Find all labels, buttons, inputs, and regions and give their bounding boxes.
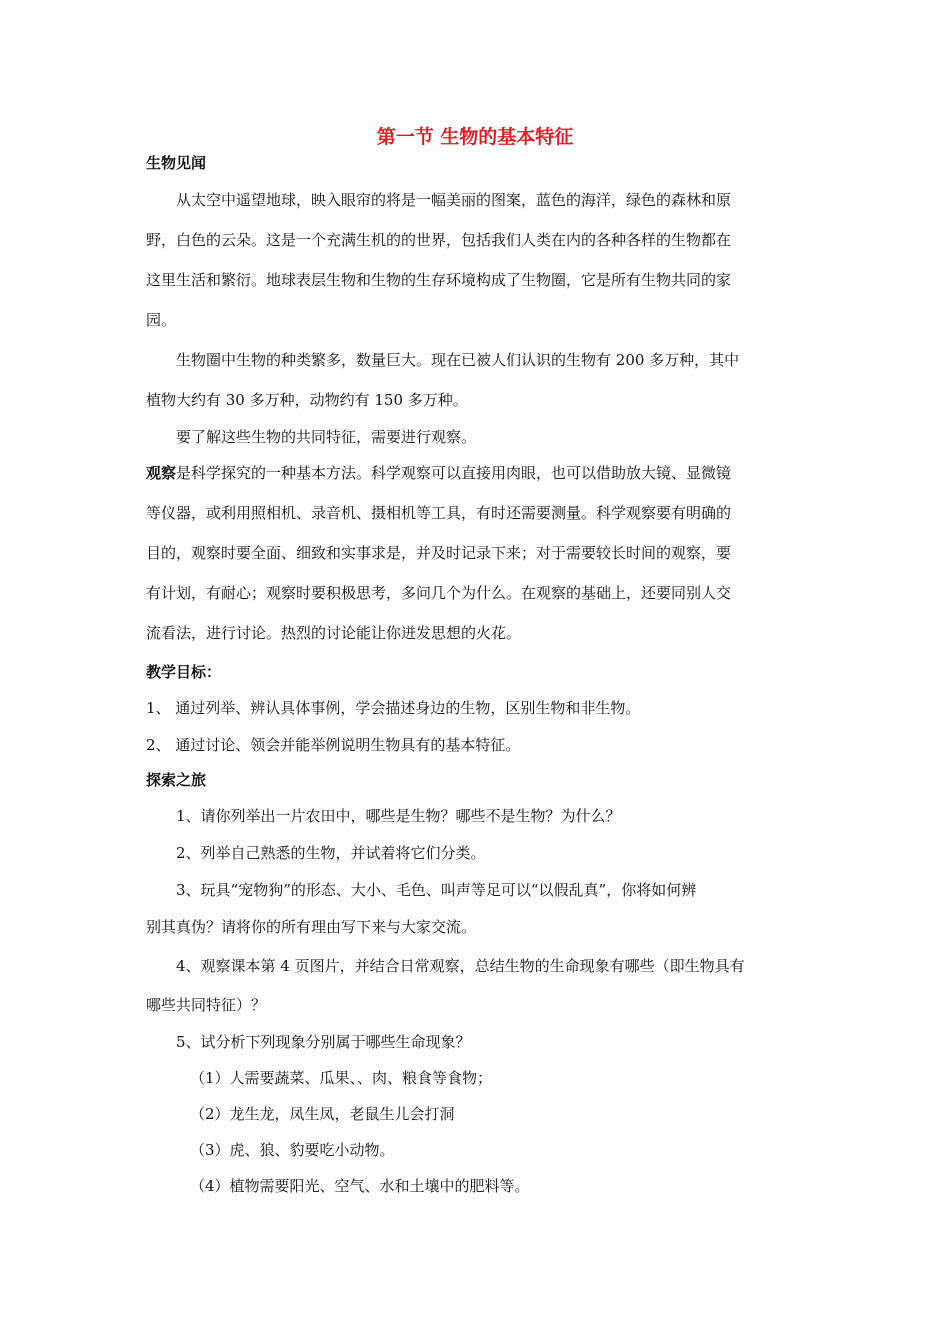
paragraph-line: 野，白色的云朵。这是一个充满生机的的世界，包括我们人类在内的各种各样的生物都在: [146, 231, 732, 249]
paragraph-line: 这里生活和繁衍。地球表层生物和生物的生存环境构成了生物圈，它是所有生物共同的家: [146, 271, 732, 289]
sub-item: （1）人需要蔬菜、瓜果、、肉、粮食等食物；: [190, 1069, 493, 1087]
paragraph-line: 流看法，进行讨论。热烈的讨论能让你迸发思想的火花。: [146, 624, 522, 642]
paragraph-line: 园。: [146, 311, 177, 329]
question-item-continued: 哪些共同特征）？: [146, 996, 267, 1014]
question-item: 3、玩具“宠物狗”的形态、大小、毛色、叫声等足可以“以假乱真”，你将如何辨: [176, 881, 697, 899]
section-heading-explore: 探索之旅: [146, 771, 207, 789]
section-heading-goals: 教学目标：: [146, 663, 222, 681]
page-title: 第一节 生物的基本特征: [376, 126, 574, 148]
question-item: 1、请你列举出一片农田中，哪些是生物？哪些不是生物？为什么？: [176, 807, 621, 825]
sub-item: （3）虎、狼、豹要吃小动物。: [190, 1141, 395, 1159]
sub-item: （4）植物需要阳光、空气、水和土壤中的肥料等。: [190, 1177, 530, 1195]
paragraph-line: 生物圈中生物的种类繁多，数量巨大。现在已被人们认识的生物有 200 多万种，其中: [176, 351, 740, 369]
paragraph-line: 从太空中遥望地球，映入眼帘的将是一幅美丽的图案，蓝色的海洋，绿色的森林和原: [176, 191, 732, 209]
paragraph-line-observation: [146, 462, 731, 483]
paragraph-line: 目的，观察时要全面、细致和实事求是，并及时记录下来；对于需要较长时间的观察，要: [146, 544, 732, 562]
question-item: 2、列举自己熟悉的生物，并试着将它们分类。: [176, 844, 486, 862]
section-heading-biology-news: 生物见闻: [146, 154, 207, 172]
question-item-continued: 别其真伪？请将你的所有理由写下来与大家交流。: [146, 918, 477, 936]
paragraph-line: 有计划，有耐心；观察时要积极思考，多问几个为什么。在观察的基础上，还要同别人交: [146, 584, 732, 602]
goal-item: 1、 通过列举、辨认具体事例，学会描述身边的生物，区别生物和非生物。: [146, 699, 641, 717]
goal-item: 2、 通过讨论、领会并能举例说明生物具有的基本特征。: [146, 736, 521, 754]
question-item: 5、试分析下列现象分别属于哪些生命现象？: [176, 1033, 471, 1051]
paragraph-text: 是科学探究的一种基本方法。科学观察可以直接用肉眼，也可以借助放大镜、显微镜: [176, 464, 732, 482]
paragraph-line: 要了解这些生物的共同特征，需要进行观察。: [176, 428, 477, 446]
paragraph-line: 等仪器，或利用照相机、录音机、摄相机等工具，有时还需要测量。科学观察要有明确的: [146, 504, 732, 522]
sub-item: （2）龙生龙，凤生凤，老鼠生儿会打洞: [190, 1105, 455, 1123]
term-observation: 观察: [146, 464, 177, 482]
question-item: 4、观察课本第 4 页图片，并结合日常观察，总结生物的生命现象有哪些（即生物具有: [176, 957, 745, 975]
paragraph-line: 植物大约有 30 多万种，动物约有 150 多万种。: [146, 391, 468, 409]
